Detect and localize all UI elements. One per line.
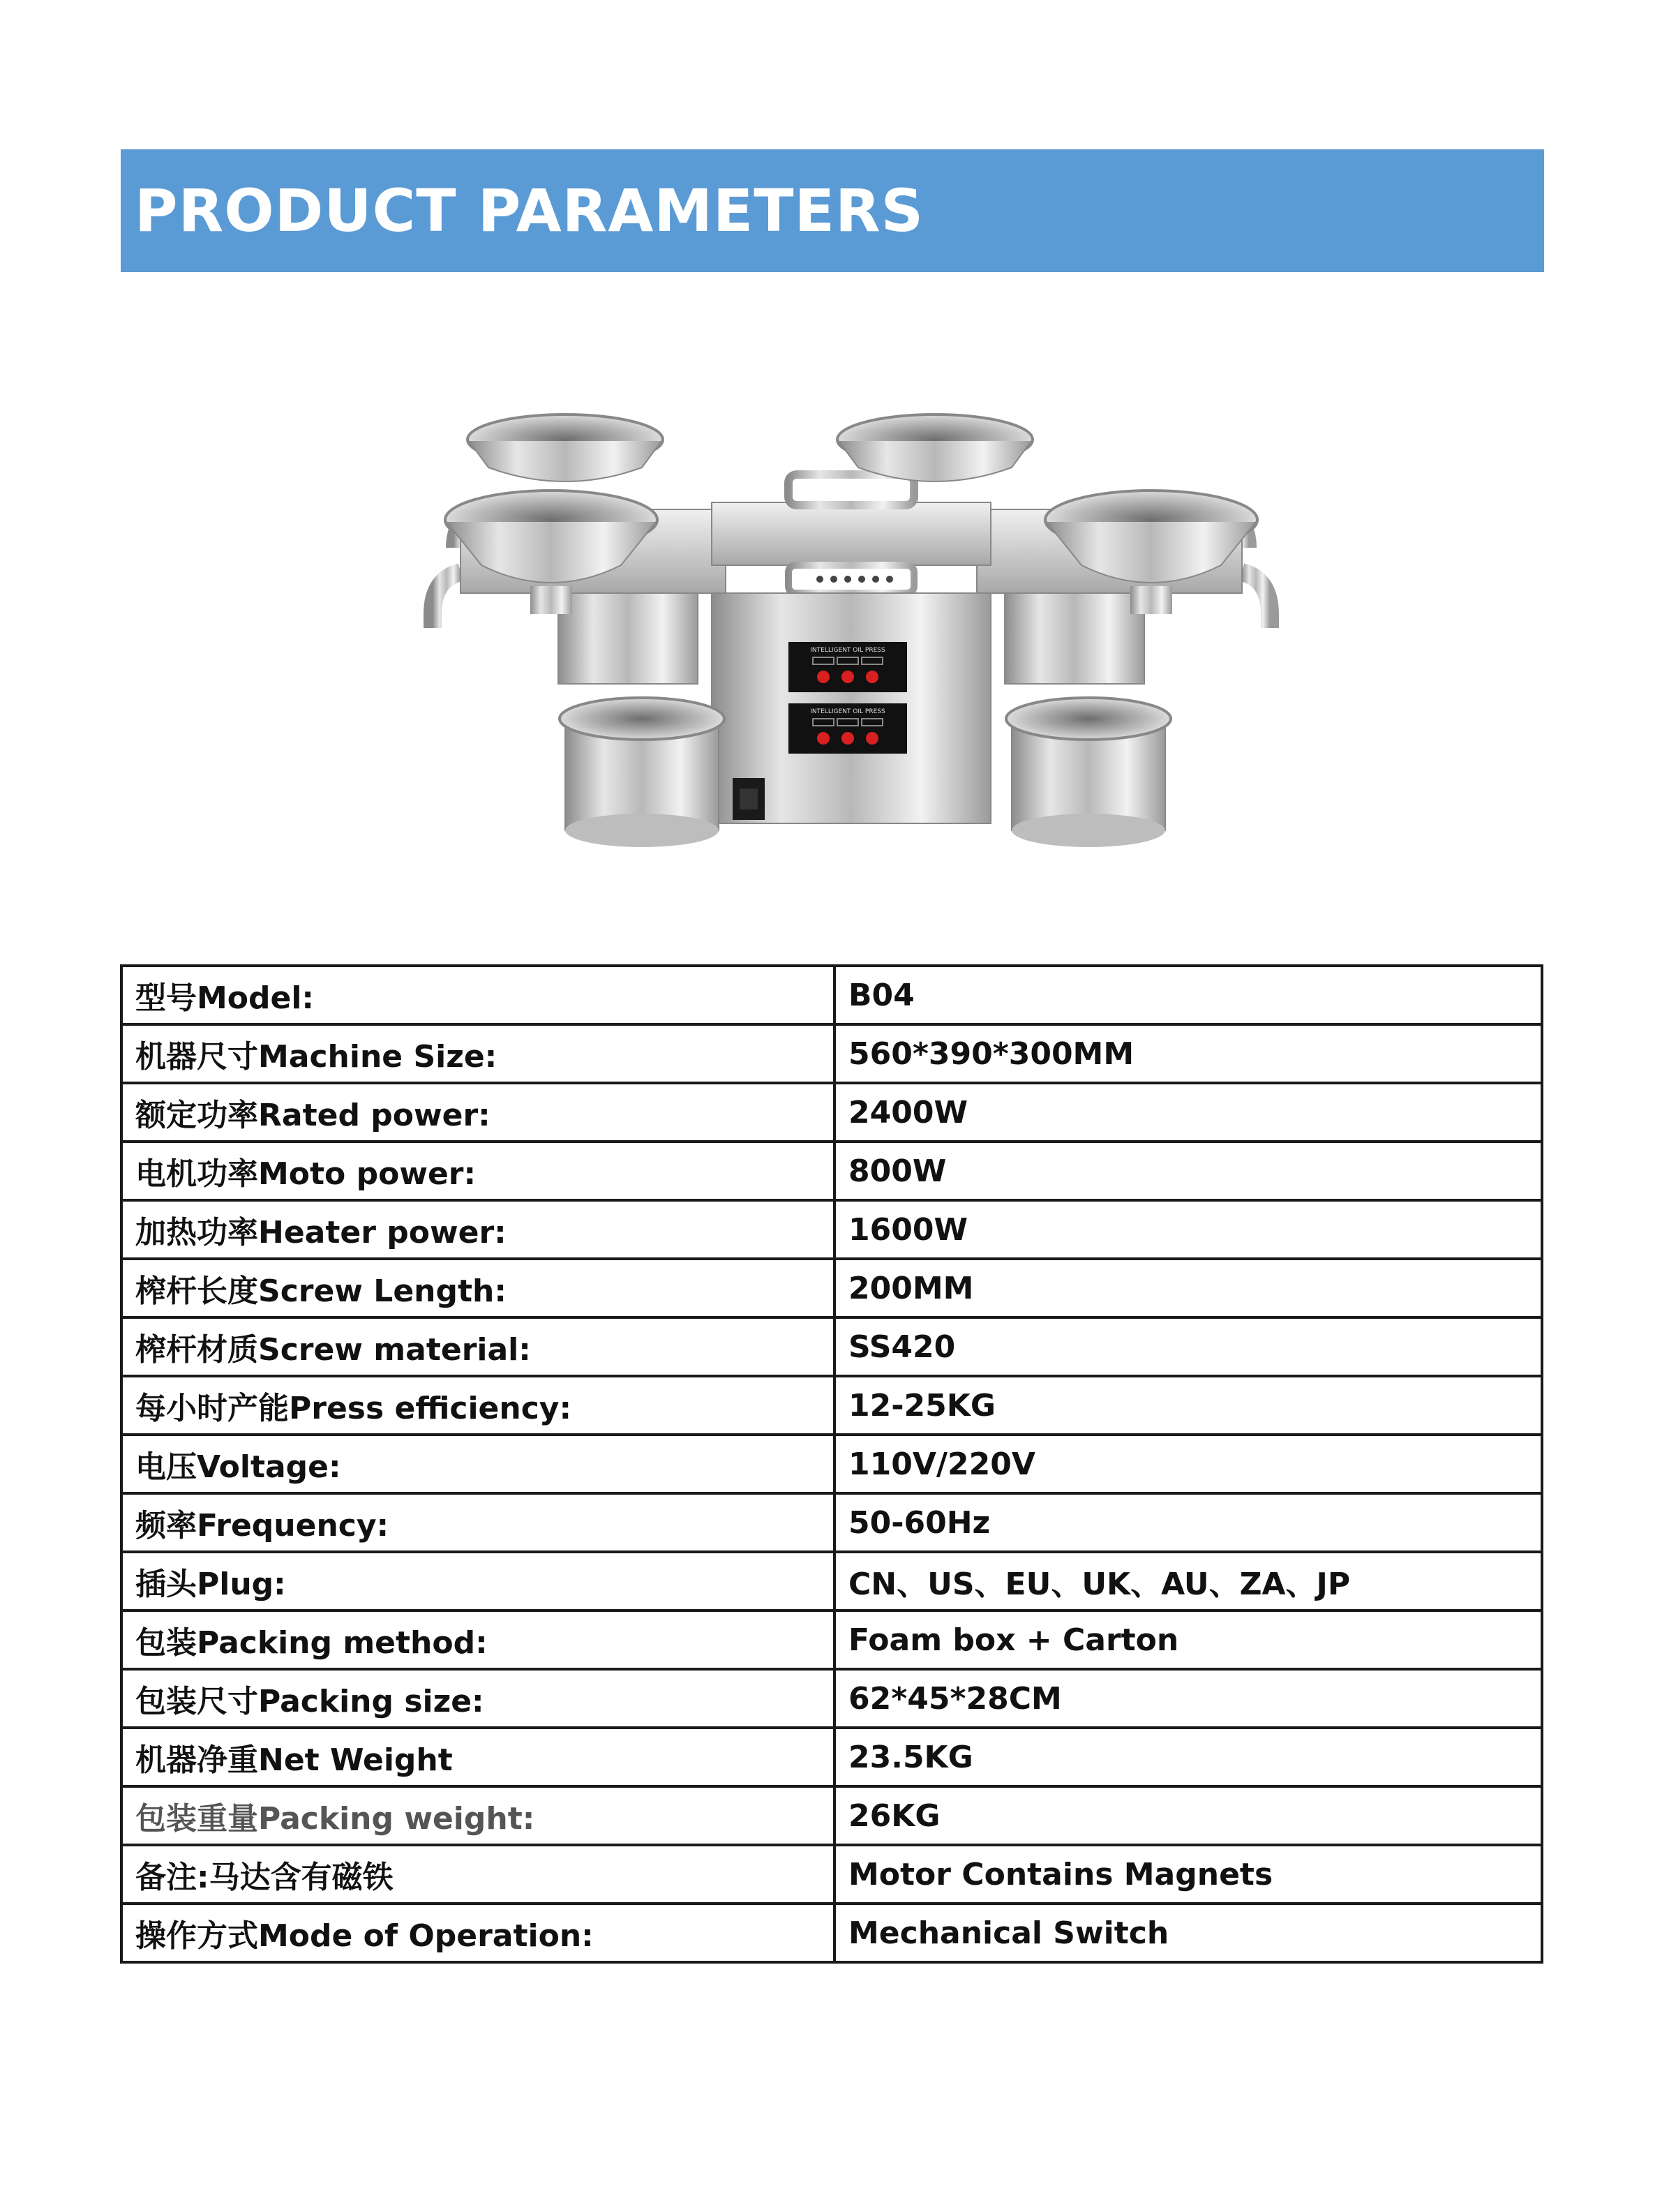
spec-row: [121, 1435, 1542, 1493]
header-band: [121, 149, 1544, 272]
spec-value: 800W: [834, 1142, 1542, 1200]
spec-label: 包装Packing method:: [121, 1611, 834, 1669]
spec-label: 型号Model:: [121, 966, 834, 1024]
spec-row: [121, 1904, 1542, 1962]
spec-value: 2400W: [834, 1083, 1542, 1142]
spec-row: [121, 1611, 1542, 1669]
spec-row: [121, 1200, 1542, 1259]
spec-value: Foam box + Carton: [834, 1611, 1542, 1669]
spec-row: [121, 1493, 1542, 1552]
spec-label: 榨杆材质Screw material:: [121, 1317, 834, 1376]
spec-value: B04: [834, 966, 1542, 1024]
spec-value: 23.5KG: [834, 1728, 1542, 1786]
spec-label: 操作方式Mode of Operation:: [121, 1904, 834, 1962]
spec-row: [121, 1142, 1542, 1200]
spec-label: 加热功率Heater power:: [121, 1200, 834, 1259]
spec-label: 每小时产能Press efficiency:: [121, 1376, 834, 1435]
spec-value: 12-25KG: [834, 1376, 1542, 1435]
spec-row: [121, 1259, 1542, 1317]
spec-label: 额定功率Rated power:: [121, 1083, 834, 1142]
spec-row: [121, 1317, 1542, 1376]
spec-value: CN、US、EU、UK、AU、ZA、JP: [834, 1552, 1542, 1611]
spec-row: [121, 1552, 1542, 1611]
spec-value: 26KG: [834, 1786, 1542, 1845]
spec-table: [120, 964, 1543, 1964]
spec-value: 560*390*300MM: [834, 1024, 1542, 1083]
spec-value: 200MM: [834, 1259, 1542, 1317]
spec-value: Motor Contains Magnets: [834, 1845, 1542, 1904]
spec-row: [121, 1786, 1542, 1845]
spec-value: Mechanical Switch: [834, 1904, 1542, 1962]
spec-label: 插头Plug:: [121, 1552, 834, 1611]
spec-row: [121, 1083, 1542, 1142]
spec-row: [121, 1845, 1542, 1904]
spec-label: 电机功率Moto power:: [121, 1142, 834, 1200]
spec-row: [121, 1669, 1542, 1728]
spec-row: [121, 1024, 1542, 1083]
spec-row: [121, 966, 1542, 1024]
spec-value: SS420: [834, 1317, 1542, 1376]
spec-label: 机器尺寸Machine Size:: [121, 1024, 834, 1083]
spec-label: 榨杆长度Screw Length:: [121, 1259, 834, 1317]
spec-label: 备注:马达含有磁铁: [121, 1845, 834, 1904]
spec-label: 电压Voltage:: [121, 1435, 834, 1493]
spec-label: 包装重量Packing weight:: [121, 1786, 834, 1845]
svg-text:INTELLIGENT OIL PRESS: INTELLIGENT OIL PRESS: [810, 647, 885, 654]
spec-value: 110V/220V: [834, 1435, 1542, 1493]
spec-label: 频率Frequency:: [121, 1493, 834, 1552]
spec-row: [121, 1728, 1542, 1786]
spec-value: 1600W: [834, 1200, 1542, 1259]
spec-value: 62*45*28CM: [834, 1669, 1542, 1728]
svg-text:INTELLIGENT OIL PRESS: INTELLIGENT OIL PRESS: [810, 708, 885, 715]
spec-label: 机器净重Net Weight: [121, 1728, 834, 1786]
spec-label: 包装尺寸Packing size:: [121, 1669, 834, 1728]
spec-value: 50-60Hz: [834, 1493, 1542, 1552]
page-title: PRODUCT PARAMETERS: [135, 177, 924, 245]
product-image: [419, 391, 1284, 879]
spec-row: [121, 1376, 1542, 1435]
